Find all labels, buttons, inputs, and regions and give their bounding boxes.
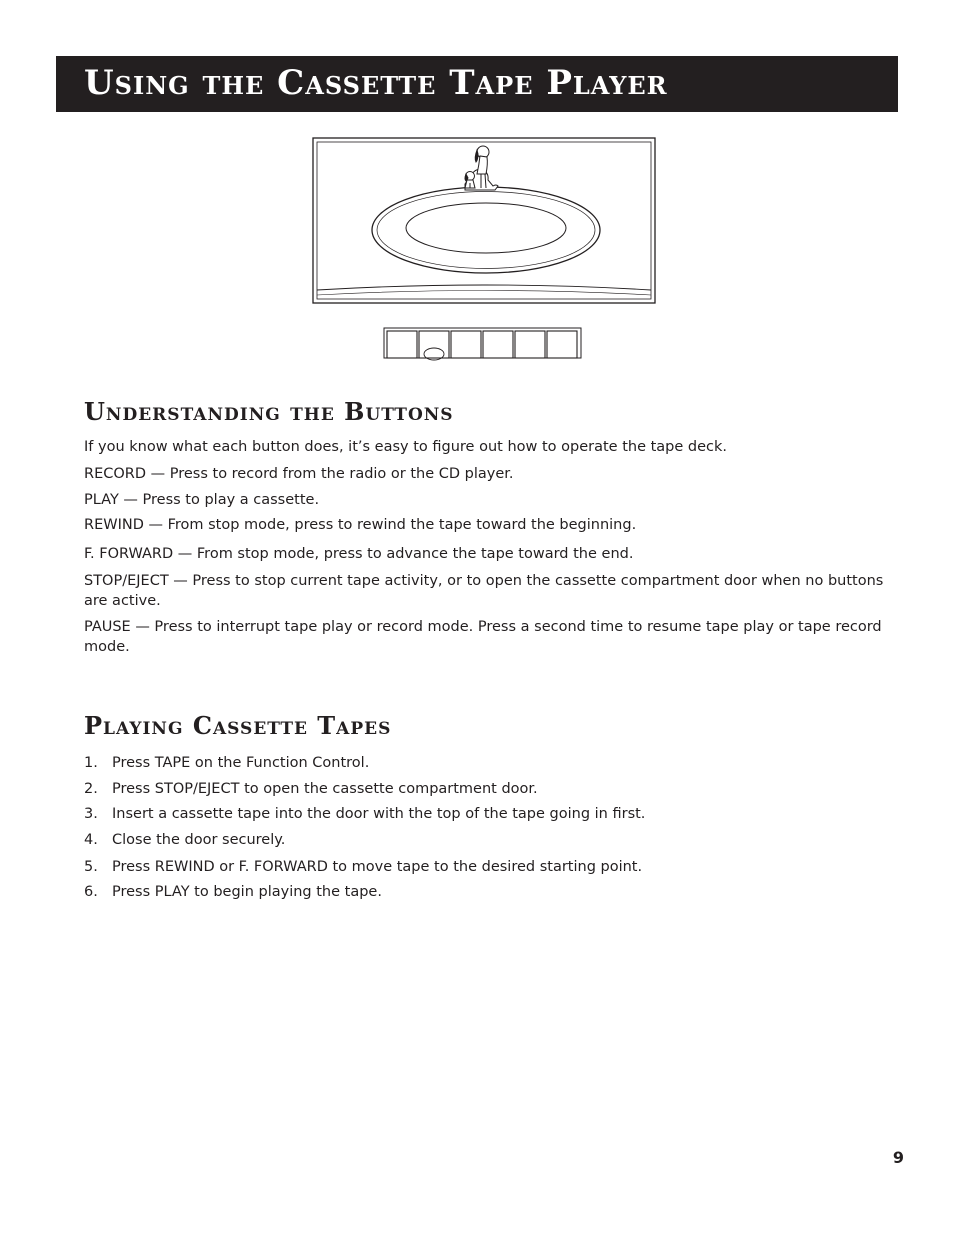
step-number: 3. bbox=[84, 806, 98, 822]
step-text: Press STOP/EJECT to open the cassette compartment door. bbox=[112, 781, 538, 797]
dog-logo-icon bbox=[465, 146, 498, 190]
step-text: Insert a cassette tape into the door with the top of the tape going in first. bbox=[112, 806, 646, 822]
step-number: 5. bbox=[84, 859, 98, 875]
step-number: 6. bbox=[84, 884, 98, 900]
step-number: 1. bbox=[84, 755, 98, 771]
cassette-window-icon bbox=[372, 187, 600, 273]
step-number: 4. bbox=[84, 832, 98, 848]
step-text: Press REWIND or F. FORWARD to move tape to the desired starting point. bbox=[112, 859, 643, 875]
buttons-intro: If you know what each button does, it’s easy to figure out how to operate the tape deck. bbox=[84, 439, 728, 455]
step-text: Press TAPE on the Function Control. bbox=[112, 755, 370, 771]
transport-button-panel bbox=[384, 328, 581, 360]
button-desc-rewind: REWIND — From stop mode, press to rewind the tape toward the beginning. bbox=[84, 517, 637, 533]
button-desc-pause: PAUSE — Press to interrupt tape play or record mode. Press a second time to resume tape play or tape record mode. bbox=[84, 619, 882, 655]
button-desc-fforward: F. FORWARD — From stop mode, press to advance the tape toward the end. bbox=[84, 546, 634, 562]
title-bar bbox=[56, 56, 898, 112]
button-desc-stop-eject: STOP/EJECT — Press to stop current tape activity, or to open the cassette compartment door when no buttons are active. bbox=[84, 573, 884, 609]
heading-playing-cassette-tapes: Playing Cassette Tapes bbox=[84, 711, 392, 740]
cassette-deck-illustration bbox=[300, 130, 670, 370]
step-text: Close the door securely. bbox=[112, 832, 286, 848]
heading-understanding-buttons: Understanding the Buttons bbox=[84, 397, 454, 426]
page-number: 9 bbox=[892, 1148, 904, 1167]
step-text: Press PLAY to begin playing the tape. bbox=[112, 884, 382, 900]
page-title: Using the Cassette Tape Player bbox=[84, 63, 668, 103]
step-number: 2. bbox=[84, 781, 98, 797]
button-desc-play: PLAY — Press to play a cassette. bbox=[84, 492, 320, 508]
button-desc-record: RECORD — Press to record from the radio or the CD player. bbox=[84, 466, 514, 482]
